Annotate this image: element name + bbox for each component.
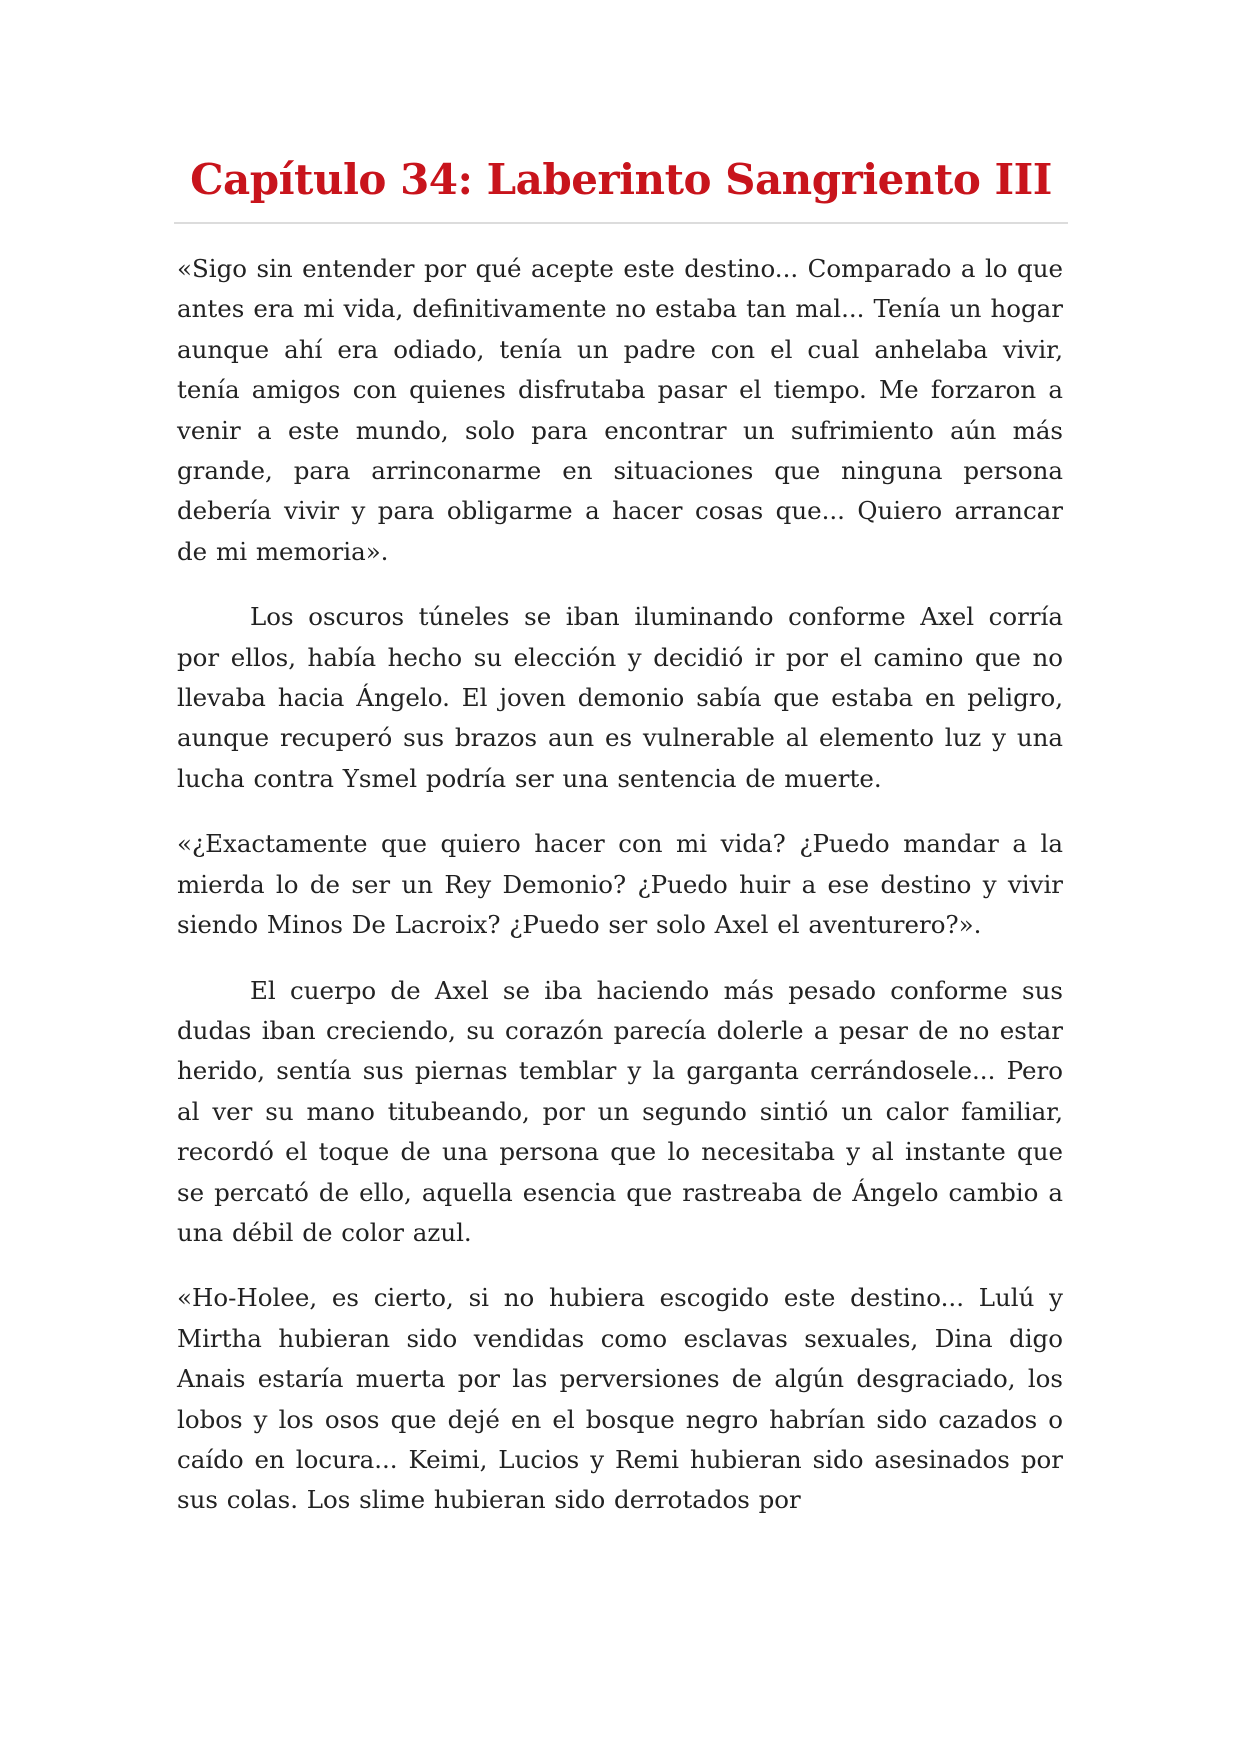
paragraph-inner-monologue-3: «Ho-Holee, es cierto, si no hubiera escogido este destino... Lulú y Mirtha hubieran sido vendidas como esclavas sexuales, Dina digo Anais estaría muerta por las perversiones de algún desgraciado, los lobos y los osos que dejé en el bosque negro habrían sido cazados o caído en locura... Keimi, Lucios y Remi hubieran sido asesinados por sus colas. Los slime hubieran sido derrotados por <box>177 1283 1063 1515</box>
chapter-body <box>177 249 1063 1546</box>
paragraph-inner-monologue-1: «Sigo sin entender por qué acepte este destino... Comparado a lo que antes era mi vida, definitivamente no estaba tan mal... Tenía un hogar aunque ahí era odiado, tenía un padre con el cual anhelaba vivir, tenía amigos con quienes disfrutaba pasar el tiempo. Me forzaron a venir a este mundo, solo para encontrar un sufrimiento aún más grande, para arrinconarme en situaciones que ninguna persona debería vivir y para obligarme a hacer cosas que... Quiero arrancar de mi memoria». <box>177 254 1063 566</box>
chapter-title: Capítulo 34: Laberinto Sangriento III <box>190 155 1052 204</box>
paragraph-narration-1: Los oscuros túneles se iban iluminando conforme Axel corría por ellos, había hecho su elección y decidió ir por el camino que no llevaba hacia Ángelo. El joven demonio sabía que estaba en peligro, aunque recuperó sus brazos aun es vulnerable al elemento luz y una lucha contra Ysmel podría ser una sentencia de muerte. <box>177 602 1063 793</box>
paragraph-narration-2: El cuerpo de Axel se iba haciendo más pesado conforme sus dudas iban creciendo, su corazón parecía dolerle a pesar de no estar herido, sentía sus piernas temblar y la garganta cerrándosele... Pero al ver su mano titubeando, por un segundo sintió un calor familiar, recordó el toque de una persona que lo necesitaba y al instante que se percató de ello, aquella esencia que rastreaba de Ángelo cambio a una débil de color azul. <box>177 975 1063 1247</box>
paragraph-inner-monologue-2: «¿Exactamente que quiero hacer con mi vida? ¿Puedo mandar a la mierda lo de ser un Rey Demonio? ¿Puedo huir a ese destino y vivir siendo Minos De Lacroix? ¿Puedo ser solo Axel el aventurero?». <box>177 829 1063 940</box>
title-divider <box>174 222 1068 224</box>
